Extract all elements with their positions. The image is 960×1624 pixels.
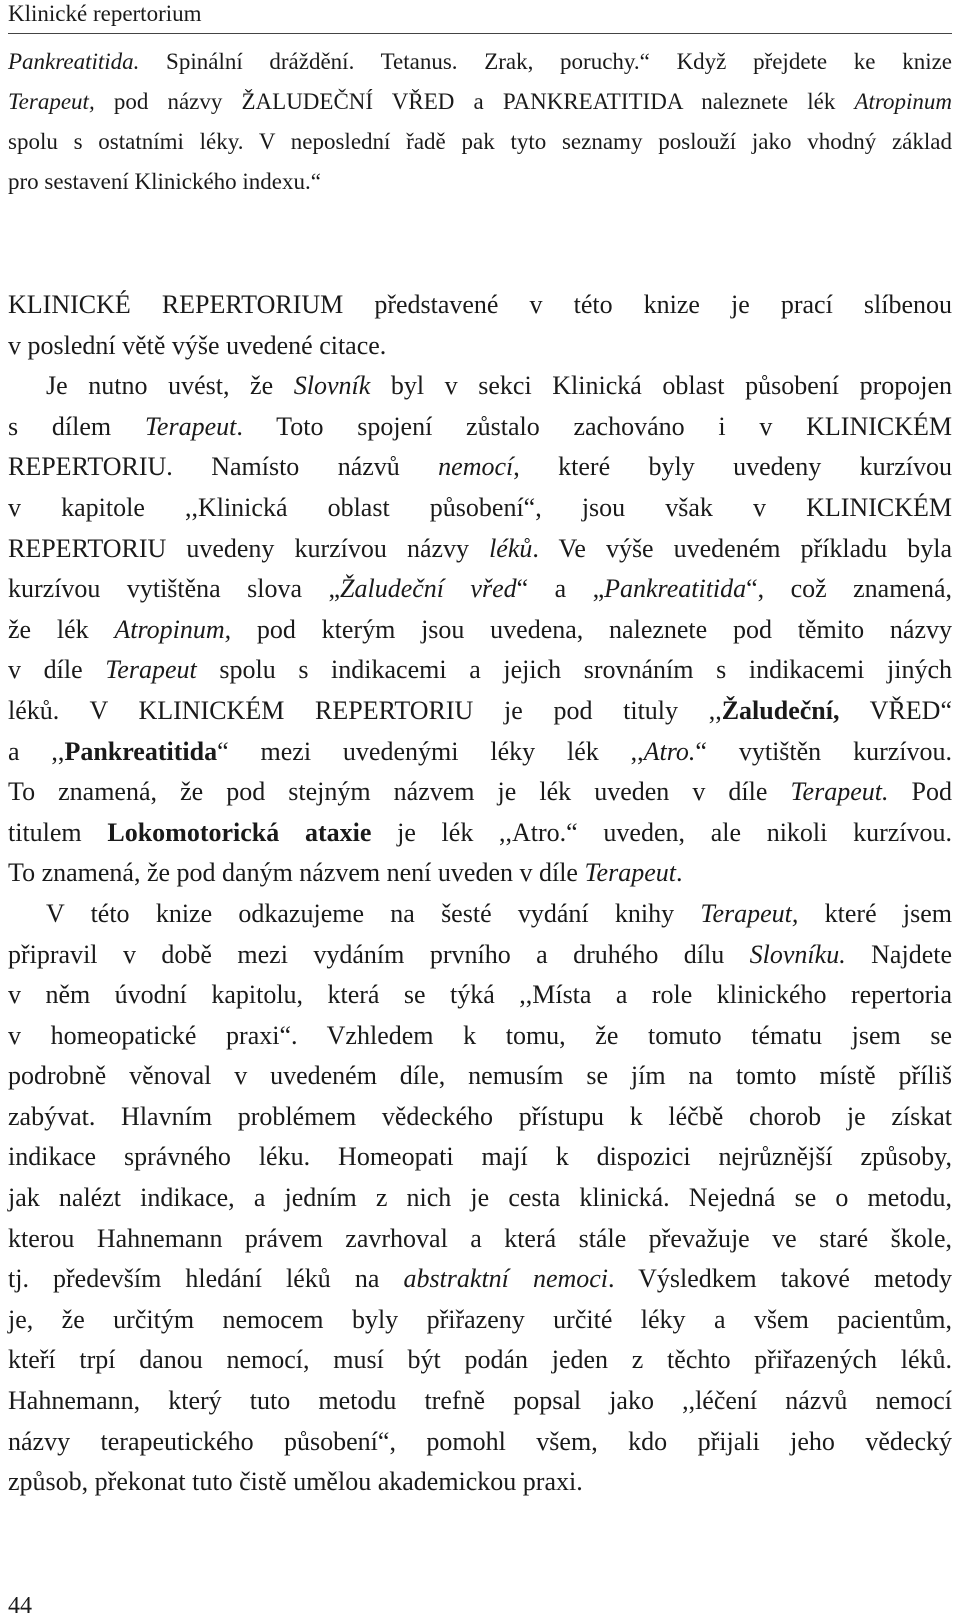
- text-line: [8, 1340, 952, 1381]
- text-run: spolu s ostatními léky. V neposlední řadě pak tyto seznamy poslouží jako vhodný základ: [8, 129, 952, 154]
- text-line: [8, 162, 952, 202]
- text-line: [8, 447, 952, 488]
- bold-text: Pankreatitida: [64, 736, 218, 766]
- text-run: je lék ,,Atro.“ uveden, ale nikoli kurzívou.: [371, 817, 953, 847]
- text-run: To znamená, že pod daným názvem není uveden v díle: [8, 858, 585, 888]
- text-line: [8, 82, 952, 122]
- text-line: [8, 610, 952, 651]
- text-line: [8, 894, 952, 935]
- text-run: “ vytištěn kurzívou.: [695, 736, 952, 766]
- text-run: které jsem: [798, 898, 952, 928]
- italic-text: Atropinum,: [114, 614, 232, 644]
- text-line: [8, 488, 952, 529]
- text-line: [8, 407, 952, 448]
- bold-text: Lokomotorická ataxie: [107, 817, 372, 847]
- text-line: [8, 1137, 952, 1178]
- text-run: v kapitole ,,Klinická oblast působení“, jsou však v KLINICKÉM: [8, 492, 952, 522]
- text-line: [8, 1016, 952, 1057]
- italic-text: Slovník: [293, 371, 371, 401]
- text-line: [8, 1462, 952, 1503]
- text-line: [8, 1300, 952, 1341]
- italic-text: Žaludeční vřed: [340, 574, 517, 604]
- text-line: [8, 366, 952, 407]
- italic-text: Pankreatitida: [604, 574, 747, 604]
- text-run: kurzívou vytištěna slova „: [8, 574, 341, 604]
- text-line: [8, 326, 952, 367]
- text-line: [8, 732, 952, 773]
- text-line: [8, 935, 952, 976]
- text-run: připravil v době mezi vydáním prvního a druhého dílu: [8, 939, 750, 969]
- text-line: [8, 1178, 952, 1219]
- text-line: [8, 1097, 952, 1138]
- page-number: 44: [8, 1593, 32, 1619]
- text-run: . Ve výše uvedeném příkladu byla: [532, 533, 952, 563]
- text-line: [8, 691, 952, 732]
- text-line: [8, 285, 952, 326]
- text-run: indikace správného léku. Homeopati mají k dispozici nejrůznější způsoby,: [8, 1142, 952, 1172]
- header-rule: [8, 33, 952, 34]
- text-run: kteří trpí danou nemocí, musí být podán jeden z těchto přiřazených léků.: [8, 1345, 952, 1375]
- text-run: . Výsledkem takové metody: [608, 1264, 952, 1294]
- text-run: tj. především hledání léků na: [8, 1264, 404, 1294]
- text-run: “ mezi uvedenými léky lék ,,: [217, 736, 644, 766]
- text-line: [8, 1259, 952, 1300]
- text-run: způsob, překonat tuto čistě umělou akademickou praxi.: [8, 1467, 583, 1497]
- text-run: .: [675, 858, 683, 888]
- text-run: V této knize odkazujeme na šesté vydání knihy: [46, 898, 701, 928]
- bold-text: Žaludeční,: [721, 695, 840, 725]
- text-run: REPERTORIU. Namísto názvů: [8, 452, 439, 482]
- text-line: [8, 529, 952, 570]
- italic-text: Slovníku.: [749, 939, 846, 969]
- text-line: [8, 813, 952, 854]
- text-line: [8, 42, 952, 82]
- text-run: v něm úvodní kapitolu, která se týká ,,Místa a role klinického repertoria: [8, 980, 952, 1010]
- text-run: zabývat. Hlavním problémem vědeckého přístupu k léčbě chorob je získat: [8, 1101, 952, 1131]
- text-line: [8, 1219, 952, 1260]
- text-run: KLINICKÉ REPERTORIUM představené v této knize je prací slíbenou: [8, 290, 952, 319]
- text-line: [8, 569, 952, 610]
- text-run: je, že určitým nemocem byly přiřazeny určité léky a všem pacientům,: [8, 1304, 952, 1334]
- text-run: “, což znamená,: [746, 574, 953, 604]
- italic-text: léků: [489, 533, 533, 563]
- text-run: pod názvy ŽALUDEČNÍ VŘED a PANKREATITIDA naleznete lék: [94, 89, 855, 114]
- text-run: , které byly uvedeny kurzívou: [513, 452, 953, 482]
- text-line: [8, 122, 952, 162]
- text-run: . Toto spojení zůstalo zachováno i v KLINICKÉM: [236, 411, 952, 441]
- text-run: Pod: [888, 777, 952, 807]
- body-text: [8, 285, 952, 1503]
- text-run: názvy terapeutického působení“, pomohl všem, kdo přijali jeho vědecký: [8, 1426, 952, 1456]
- text-run: léků. V KLINICKÉM REPERTORIU je pod tituly ,,: [8, 695, 722, 725]
- text-run: s dílem: [8, 411, 145, 441]
- text-run: “ a „: [516, 574, 605, 604]
- text-run: podrobně věnoval v uvedeném díle, nemusím se jím na tomto místě příliš: [8, 1061, 952, 1091]
- text-line: [8, 975, 952, 1016]
- text-run: v homeopatické praxi“. Vzhledem k tomu, že tomuto tématu jsem se: [8, 1020, 952, 1050]
- italic-text: Terapeut,: [8, 89, 95, 114]
- text-run: v díle: [8, 655, 106, 685]
- quotation-block: [8, 42, 952, 202]
- text-run: titulem: [8, 817, 108, 847]
- text-run: kterou Hahnemann právem zavrhoval a která stále převažuje ve staré škole,: [8, 1223, 952, 1253]
- text-run: VŘED“: [839, 695, 952, 725]
- text-run: Hahnemann, který tuto metodu trefně popsal jako ,,léčení názvů nemocí: [8, 1386, 952, 1416]
- italic-text: Terapeut: [144, 411, 237, 441]
- text-run: To znamená, že pod stejným názvem je lék uveden v díle: [8, 777, 791, 807]
- text-run: spolu s indikacemi a jejich srovnáním s indikacemi jiných: [196, 655, 952, 685]
- text-run: v poslední větě výše uvedené citace.: [8, 330, 387, 360]
- text-run: Je nutno uvést, že: [46, 371, 294, 401]
- text-line: [8, 1056, 952, 1097]
- text-run: byl v sekci Klinická oblast působení propojen: [370, 371, 952, 401]
- text-line: [8, 853, 952, 894]
- text-run: a ,,: [8, 736, 65, 766]
- italic-text: Pankreatitida.: [8, 49, 140, 74]
- text-run: pod kterým jsou uvedena, naleznete pod těmito názvy: [231, 614, 952, 644]
- italic-text: abstraktní nemoci: [403, 1264, 609, 1294]
- running-header: Klinické repertorium: [8, 1, 202, 26]
- italic-text: Atro.: [643, 736, 696, 766]
- text-run: jak nalézt indikace, a jedním z nich je cesta klinická. Nejedná se o metodu,: [8, 1183, 952, 1213]
- italic-text: Terapeut: [584, 858, 676, 888]
- text-run: Spinální dráždění. Tetanus. Zrak, poruchy.“ Když přejdete ke knize: [139, 49, 952, 74]
- text-run: REPERTORIU uvedeny kurzívou názvy: [8, 533, 490, 563]
- text-run: že lék: [8, 614, 115, 644]
- italic-text: Atropinum: [854, 89, 952, 114]
- text-line: [8, 650, 952, 691]
- text-line: [8, 772, 952, 813]
- italic-text: nemocí: [438, 452, 514, 482]
- text-line: [8, 1422, 952, 1463]
- italic-text: Terapeut,: [700, 898, 799, 928]
- text-run: Najdete: [845, 939, 952, 969]
- italic-text: Terapeut: [105, 655, 197, 685]
- text-line: [8, 1381, 952, 1422]
- text-run: pro sestavení Klinického indexu.“: [8, 169, 321, 194]
- italic-text: Terapeut.: [790, 777, 889, 807]
